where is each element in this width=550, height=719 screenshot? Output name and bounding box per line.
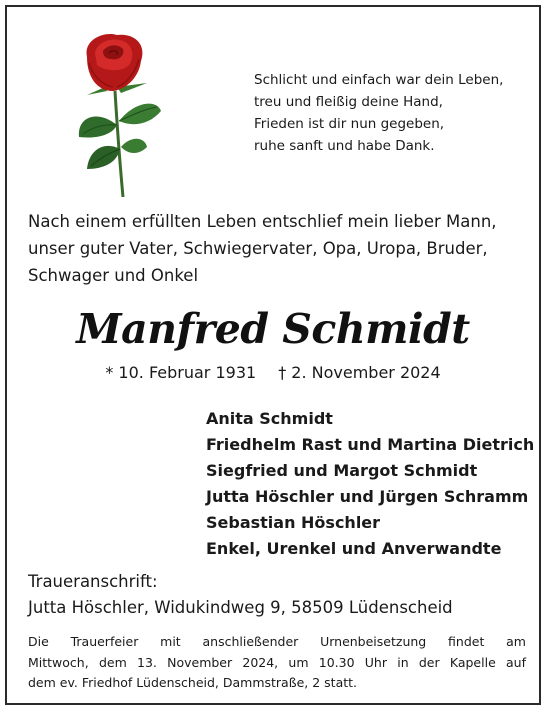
- mourner: Sebastian Höschler: [206, 513, 381, 532]
- mourner: Jutta Höschler und Jürgen Schramm: [206, 487, 529, 506]
- intro-text: Nach einem erfüllten Leben entschlief mein lieber Mann, unser guter Vater, Schwiegervater, Opa, Uropa, Bruder, Schwager und Onkel: [28, 212, 497, 285]
- poem-line: treu und fleißig deine Hand,: [254, 94, 443, 110]
- mourning-address: [28, 569, 453, 621]
- funeral-line: Mittwoch, dem 13. November 2024, um 10.30 Uhr in der Kapelle auf: [28, 654, 526, 670]
- poem: [254, 69, 503, 157]
- mourner: Friedhelm Rast und Martina Dietrich: [206, 435, 535, 454]
- funeral-info: [28, 632, 526, 694]
- address-label: Traueranschrift:: [28, 572, 158, 591]
- mourner: Enkel, Urenkel und Anverwandte: [206, 539, 502, 558]
- address-value: Jutta Höschler, Widukindweg 9, 58509 Lüdenscheid: [28, 598, 453, 617]
- obituary-notice: [5, 5, 541, 705]
- life-dates: [7, 363, 539, 382]
- deceased-name: Manfred Schmidt: [76, 305, 470, 353]
- funeral-line: Die Trauerfeier mit anschließender Urnenbeisetzung findet am: [28, 634, 526, 649]
- funeral-line: dem ev. Friedhof Lüdenscheid, Dammstraße, 2 statt.: [28, 675, 358, 690]
- poem-line: Frieden ist dir nun gegeben,: [254, 116, 445, 132]
- red-rose-icon: [57, 29, 167, 199]
- birth-date: * 10. Februar 1931: [105, 363, 257, 382]
- mourner: Anita Schmidt: [206, 409, 333, 428]
- poem-line: Schlicht und einfach war dein Leben,: [254, 72, 504, 88]
- poem-line: ruhe sanft und habe Dank.: [254, 138, 435, 154]
- mourners-list: [206, 406, 534, 562]
- mourner: Siegfried und Margot Schmidt: [206, 461, 478, 480]
- death-date: † 2. November 2024: [278, 363, 441, 382]
